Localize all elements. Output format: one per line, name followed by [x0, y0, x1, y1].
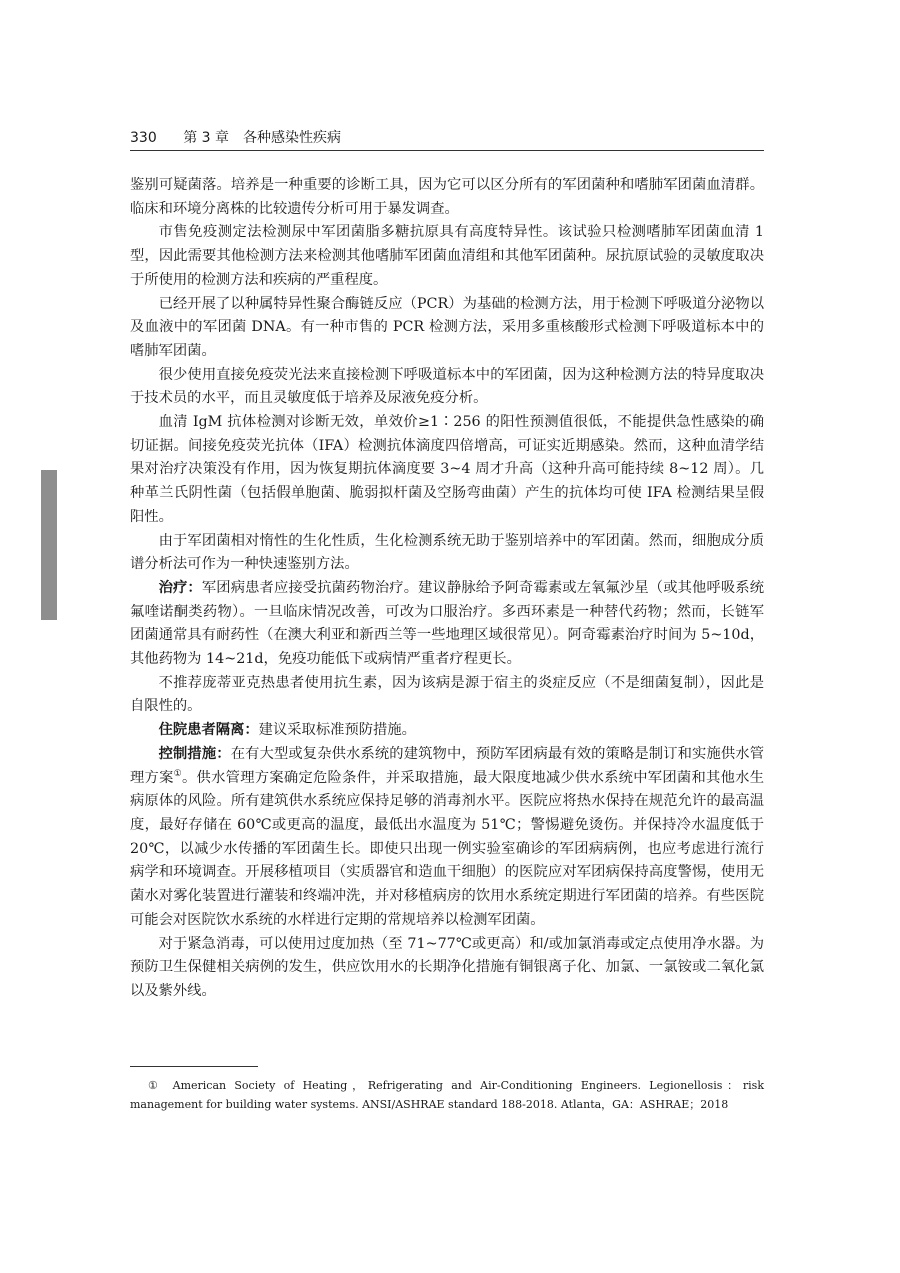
page-number: 330 [130, 130, 157, 146]
paragraph-1: 鉴别可疑菌落。培养是一种重要的诊断工具，因为它可以区分所有的军团菌种和嗜肺军团菌血清群。临床和环境分离株的比较遗传分析可用于暴发调查。 [130, 177, 764, 217]
paragraph-3: 已经开展了以种属特异性聚合酶链反应（PCR）为基础的检测方法，用于检测下呼吸道分泌物以及血液中的军团菌 DNA。有一种市售的 PCR 检测方法，采用多重核酸形式检测下呼吸道标本中的嗜肺军团菌。 [130, 295, 764, 359]
footnote-reference: ① [173, 768, 182, 779]
paragraph-treatment [130, 577, 764, 672]
footnote-mark: ① [148, 1079, 163, 1092]
paragraph-2: 市售免疫测定法检测尿中军团菌脂多糖抗原具有高度特异性。该试验只检测嗜肺军团菌血清 1 型，因此需要其他检测方法来检测其他嗜肺军团菌血清组和其他军团菌种。尿抗原试验的灵敏度取决于所使用的检测方法和疾病的严重程度。 [130, 224, 764, 288]
treatment-label: 治疗： [158, 579, 202, 596]
footnote-divider [130, 1066, 258, 1067]
treatment-text: 军团病患者应接受抗菌药物治疗。建议静脉给予阿奇霉素或左氧氟沙星（或其他呼吸系统氟喹诺酮类药物）。一旦临床情况改善，可改为口服治疗。多西环素是一种替代药物；然而，长链军团菌通常具有耐药性（在澳大利亚和新西兰等一些地理区域很常见）。阿奇霉素治疗时间为 5~10d，其他药物为 14~21d，免疫功能低下或病情严重者疗程更长。 [130, 579, 765, 668]
isolation-label: 住院患者隔离： [158, 722, 259, 739]
paragraph-8: 不推荐庞蒂亚克热患者使用抗生素，因为该病是源于宿主的炎症反应（不是细菌复制），因此是自限性的。 [130, 674, 764, 715]
page-header [130, 128, 764, 151]
isolation-text: 建议采取标准预防措施。 [258, 722, 416, 739]
control-text-a: 在有大型或复杂供水系统的建筑物中，预防军团病最有效的策略是制订和实施供水管理方案 [130, 745, 765, 786]
control-text-b: 。供水管理方案确定危险条件，并采取措施，最大限度地减少供水系统中军团菌和其他水生病原体的风险。所有建筑供水系统应保持足够的消毒剂水平。医院应将热水保持在规范允许的最高温度，最好存储在 60℃或更高的温度，最低出水温度为 51℃；警惕避免烫伤。并保持冷水温度低于 20℃，以减少水传播的军团菌生长。即使只出现一例实验室确诊的军团病病例，也应考虑进行流行病学和环境调查。开展移植项目（实质器官和造血干细胞）的医院应对军团病保持高度警惕，使用无菌水对雾化装置进行灌装和终端冲洗，并对移植病房的饮用水系统定期进行军团菌的培养。有些医院可能会对医院饮水系统的水样进行定期的常规培养以检测军团菌。 [130, 769, 764, 928]
chapter-title: 第 3 章 各种感染性疾病 [183, 130, 341, 146]
paragraph-4: 很少使用直接免疫荧光法来直接检测下呼吸道标本中的军团菌，因为这种检测方法的特异度取决于技术员的水平，而且灵敏度低于培养及尿液免疫分析。 [130, 366, 764, 407]
paragraph-5: 血清 IgM 抗体检测对诊断无效，单效价≥1∶256 的阳性预测值很低，不能提供急性感染的确切证据。间接免疫荧光抗体（IFA）检测抗体滴度四倍增高，可证实近期感染。然而，这种血清学结果对治疗决策没有作用，因为恢复期抗体滴度要 3~4 周才升高（这种升高可能持续 8~12 周）。几种革兰氏阴性菌（包括假单胞菌、脆弱拟杆菌及空肠弯曲菌）产生的抗体均可使 IFA 检测结果呈假阳性。 [130, 414, 764, 525]
paragraph-6: 由于军团菌相对惰性的生化性质，生化检测系统无助于鉴别培养中的军团菌。然而，细胞成分质谱分析法可作为一种快速鉴别方法。 [130, 532, 764, 573]
control-label: 控制措施： [158, 745, 231, 762]
chapter-side-tab [41, 470, 57, 620]
paragraph-11: 对于紧急消毒，可以使用过度加热（至 71~77℃或更高）和/或加氯消毒或定点使用净水器。为预防卫生保健相关病例的发生，供应饮用水的长期净化措施有铜银离子化、加氯、一氯铵或二氧化氯以及紫外线。 [130, 935, 764, 999]
footnote-text: American Society of Heating，Refrigerating and Air-Conditioning Engineers. Legionellosis：risk management for building water systems. ANSI/ASHRAE standard 188-2018. Atlanta，GA：ASHRAE；2018 [130, 1079, 764, 1111]
footnote [130, 1076, 764, 1114]
